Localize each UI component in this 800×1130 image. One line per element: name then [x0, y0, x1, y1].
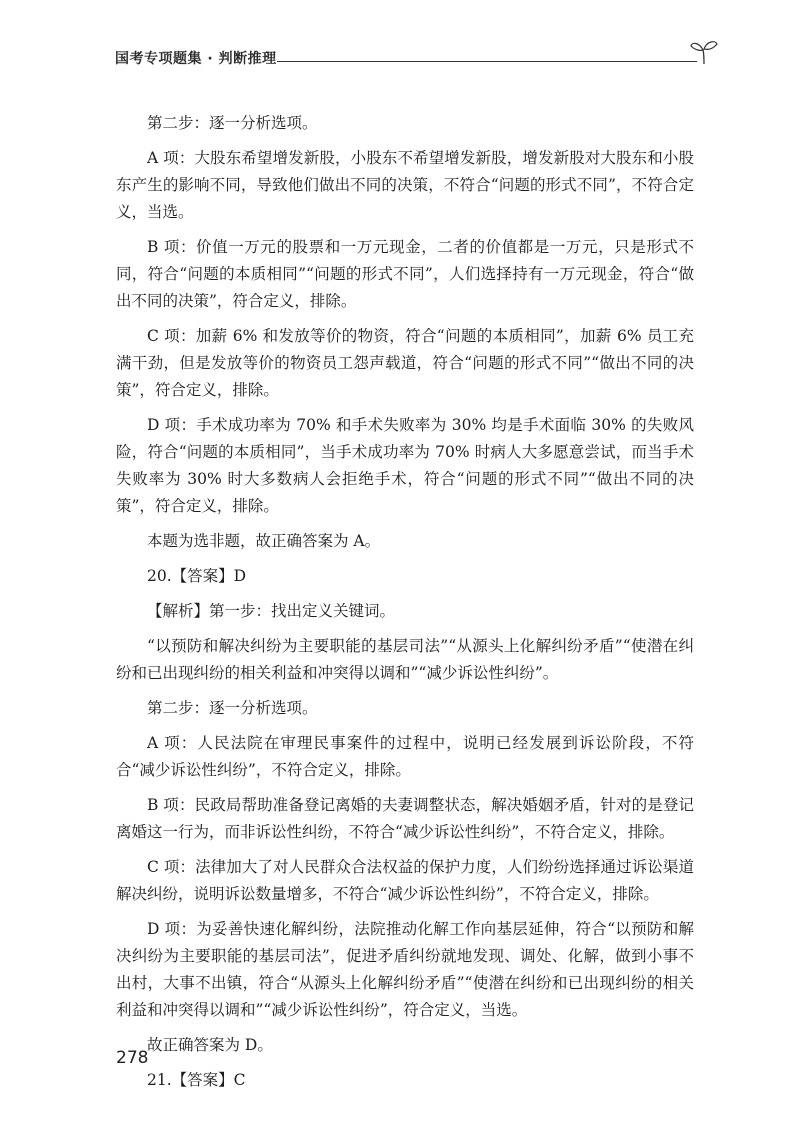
definition-keywords: “以预防和解决纠纷为主要职能的基层司法”“从源头上化解纠纷矛盾”“使潜在纠纷和已出现纠纷的相关利益和冲突得以调和”“减少诉讼性纠纷”。: [116, 637, 694, 682]
option-d-analysis: D 项：手术成功率为 70% 和手术失败率为 30% 均是手术面临 30% 的失败风险，符合“问题的本质相同”，当手术成功率为 70% 时病人大多愿意尝试，而当手术失败率为 30% 时大多数病人会拒绝手术，符合“问题的形式不同”“做出不同的决策”，符合定义，排除。: [116, 416, 694, 515]
option-a-analysis: A 项：大股东希望增发新股，小股东不希望增发新股，增发新股对大股东和小股东产生的影响不同，导致他们做出不同的决策，不符合“问题的形式不同”，不符合定义，当选。: [116, 149, 694, 221]
page-body: [116, 110, 694, 1102]
question-21-answer: 21.【答案】C: [147, 1071, 246, 1089]
question-20-analysis-step-one: 【解析】第一步：找出定义关键词。: [147, 602, 396, 620]
option-b-analysis: B 项：民政局帮助准备登记离婚的夫妻调整状态，解决婚姻矛盾，针对的是登记离婚这一行为，而非诉讼性纠纷，不符合“减少诉讼性纠纷”，不符合定义，排除。: [116, 796, 694, 841]
answer-conclusion: 故正确答案为 D。: [147, 1036, 273, 1054]
page-number: 278: [116, 1048, 149, 1068]
header-rule: [277, 61, 697, 62]
question-20-answer: 20.【答案】D: [147, 567, 247, 585]
answer-conclusion: 本题为选非题，故正确答案为 A。: [147, 532, 381, 550]
step-two-heading: 第二步：逐一分析选项。: [147, 699, 318, 717]
option-a-analysis: A 项：人民法院在审理民事案件的过程中，说明已经发展到诉讼阶段，不符合“减少诉讼性纠纷”，不符合定义，排除。: [116, 734, 694, 779]
running-header: [115, 36, 715, 66]
option-b-analysis: B 项：价值一万元的股票和一万元现金，二者的价值都是一万元，只是形式不同，符合“问题的本质相同”“问题的形式不同”，人们选择持有一万元现金，符合“做出不同的决策”，符合定义，排除。: [116, 238, 694, 310]
option-d-analysis: D 项：为妥善快速化解纠纷，法院推动化解工作向基层延伸，符合“以预防和解决纠纷为主要职能的基层司法”，促进矛盾纠纷就地发现、调处、化解，做到小事不出村，大事不出镇，符合“从源头上化解纠纷矛盾”“使潜在纠纷和已出现纠纷的相关利益和冲突得以调和”“减少诉讼性纠纷”，符合定义，当选。: [116, 920, 694, 1019]
sprout-icon: [689, 36, 719, 66]
option-c-analysis: C 项：法律加大了对人民群众合法权益的保护力度，人们纷纷选择通过诉讼渠道解决纠纷，说明诉讼数量增多，不符合“减少诉讼性纠纷”，不符合定义，排除。: [116, 858, 694, 903]
step-two-heading: 第二步：逐一分析选项。: [147, 114, 318, 132]
header-title: 国考专项题集 · 判断推理: [115, 51, 277, 67]
option-c-analysis: C 项：加薪 6% 和发放等价的物资，符合“问题的本质相同”，加薪 6% 员工充满干劲，但是发放等价的物资员工怨声载道，符合“问题的形式不同”“做出不同的决策”，符合定义，排除。: [116, 327, 694, 399]
